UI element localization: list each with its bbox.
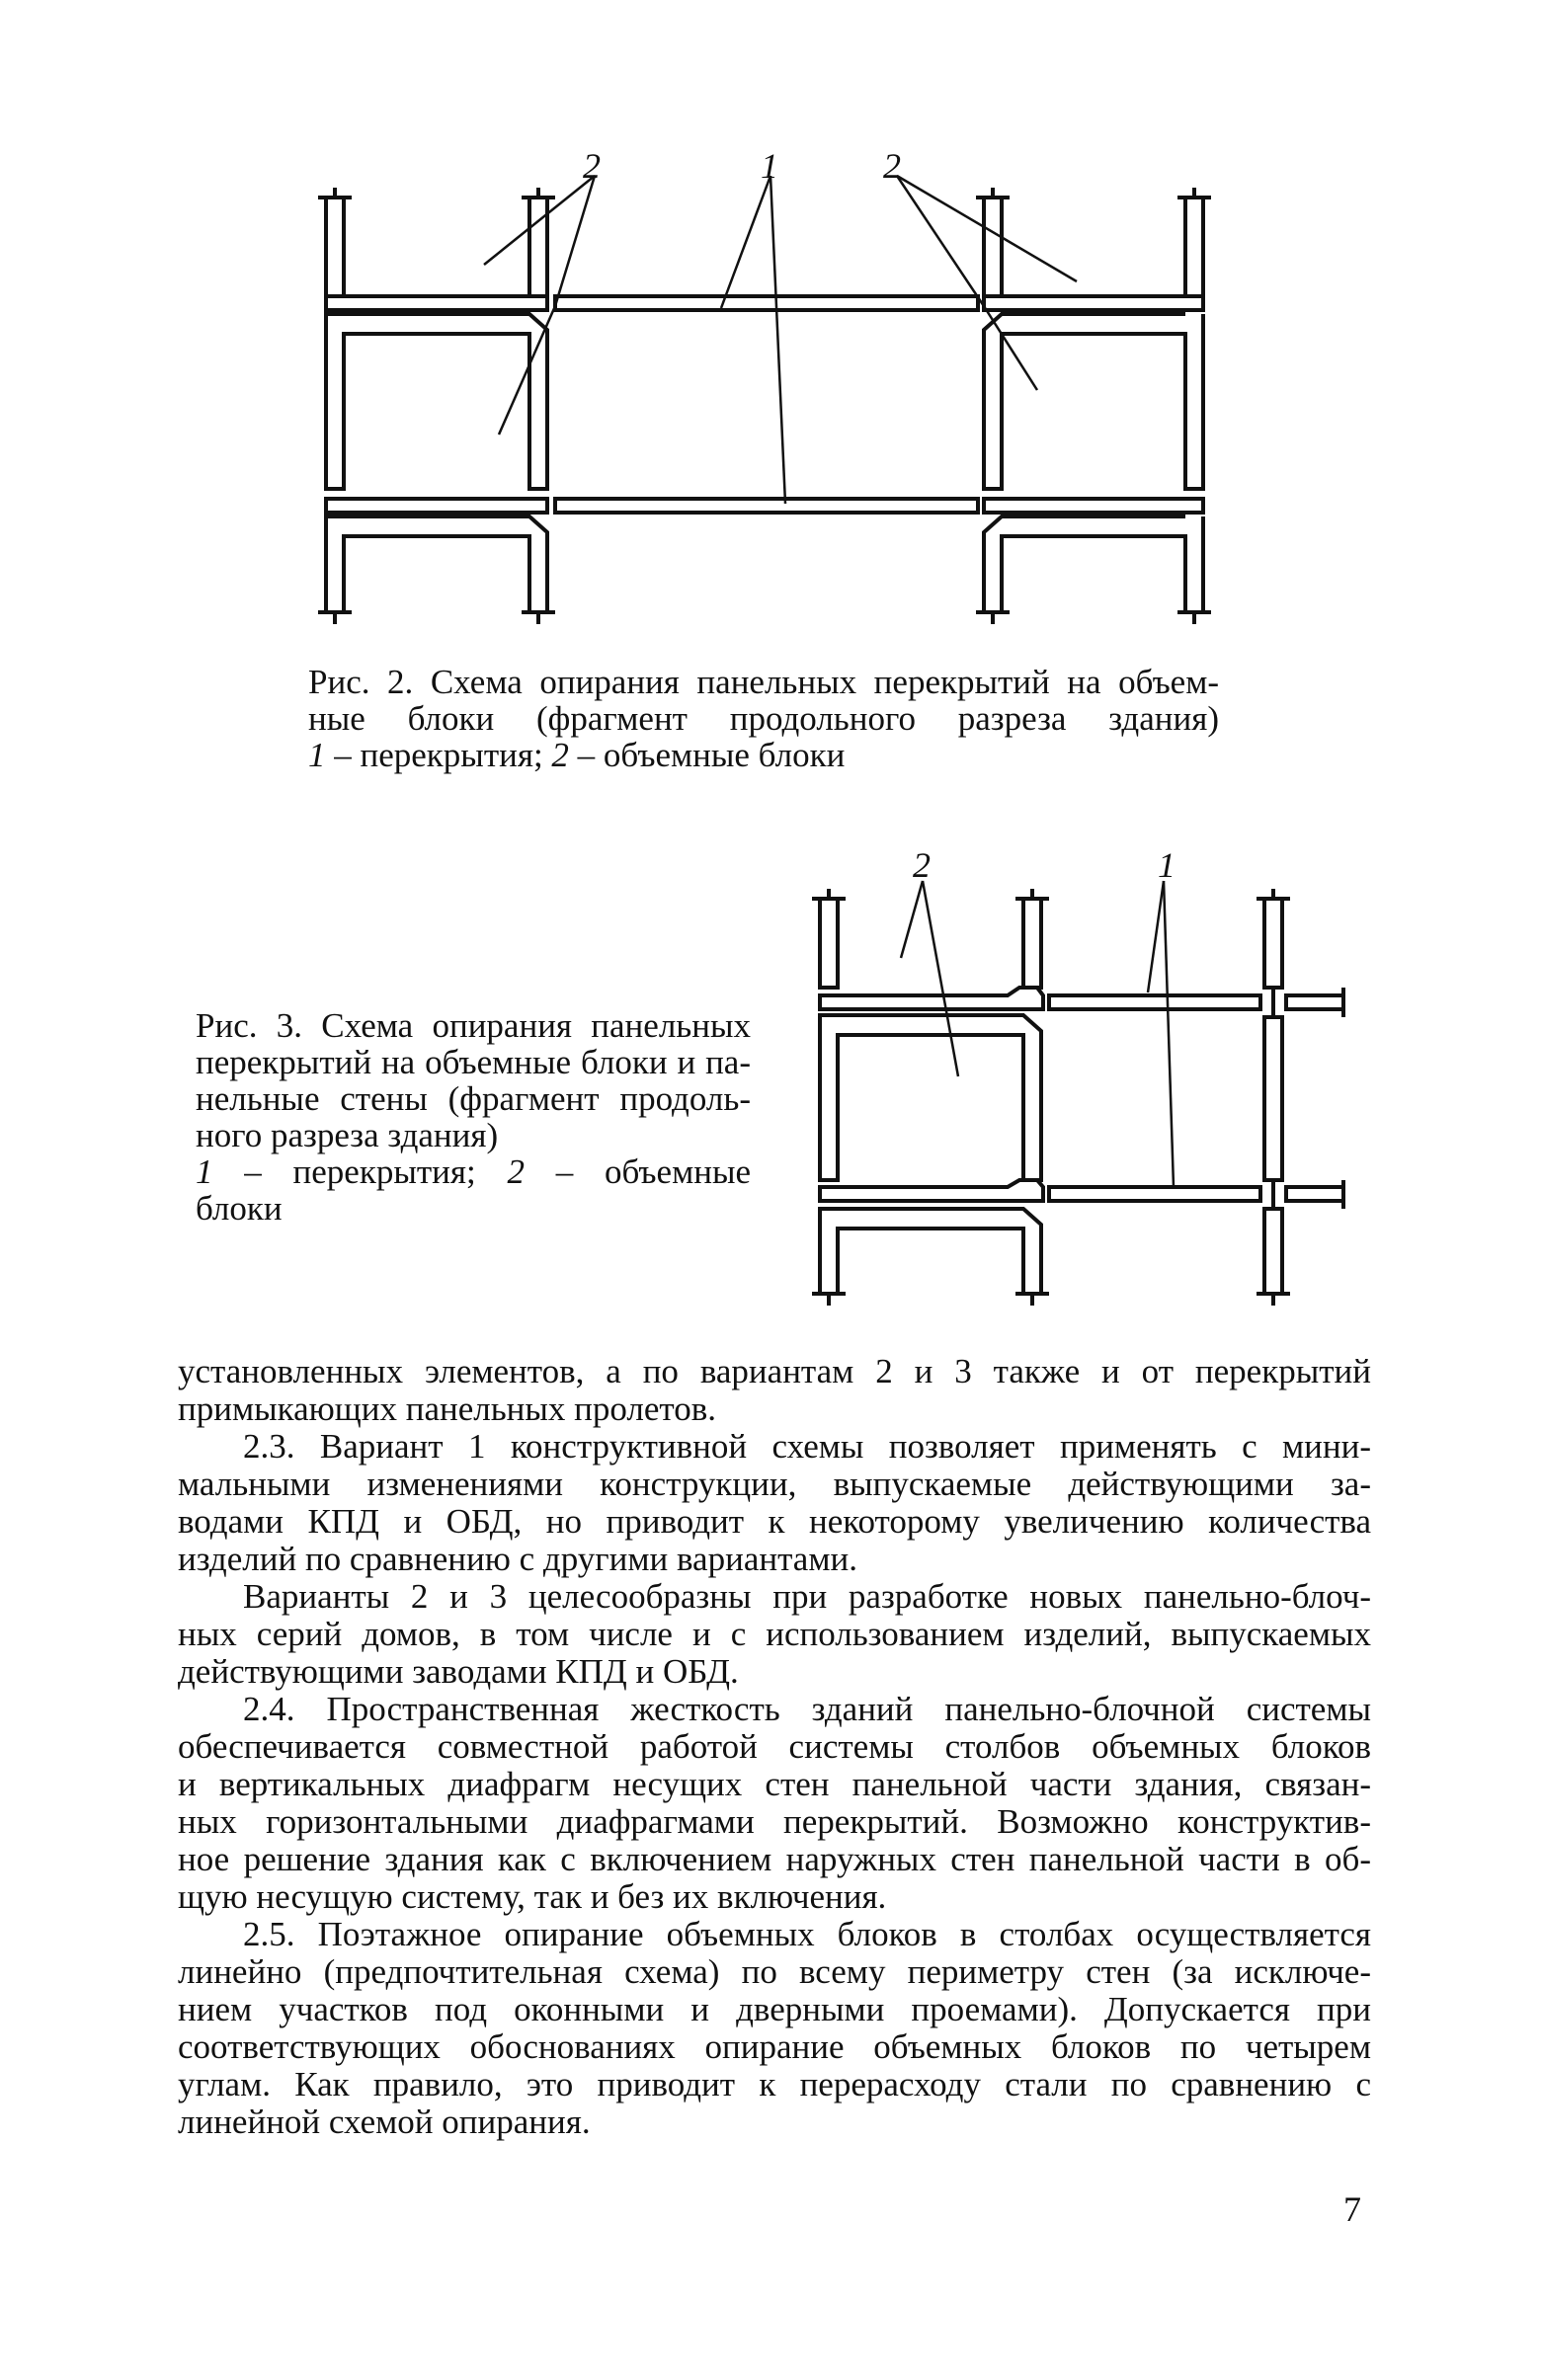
fig3-label-1: 1 (1158, 845, 1176, 885)
fig3-caption-line: нельные стены (фрагмент продоль- (196, 1079, 751, 1118)
fig2-caption-line: Рис. 2. Схема опирания панельных перекрытий на объем- (308, 663, 1219, 701)
fig3-legend-1-text: – перекрытия; (212, 1152, 508, 1191)
fig3-label-2: 2 (913, 845, 931, 885)
fig2-label-1: 1 (761, 146, 778, 186)
fig3-caption-line: блоки (196, 1189, 283, 1228)
text-line: щую несущую систему, так и без их включения. (178, 1877, 887, 1916)
text-line: соответствующих обоснованиях опирание объемных блоков по четырем (178, 2027, 1371, 2066)
fig3-caption-legend (196, 1153, 751, 1190)
fig2-label-2a: 2 (583, 146, 601, 186)
fig3-caption-line: ного разреза здания) (196, 1116, 499, 1154)
fig2-legend-1-num: 1 (308, 736, 326, 774)
text-line: и вертикальных диафрагм несущих стен панельной части здания, связан- (178, 1765, 1371, 1803)
fig3-caption-line: Рис. 3. Схема опирания панельных (196, 1006, 751, 1045)
text-line: ное решение здания как с включением наружных стен панельной части в об- (178, 1840, 1371, 1878)
paragraph-2-5 (178, 1916, 1371, 2141)
text-line: примыкающих панельных пролетов. (178, 1389, 717, 1428)
text-line: установленных элементов, а по вариантам 2 и 3 также и от перекрытий (178, 1352, 1371, 1390)
text-line: 2.4. Пространственная жесткость зданий панельно-блочной системы (243, 1690, 1371, 1728)
fig3-legend-2-num: 2 (507, 1152, 525, 1191)
fig3-legend-2-text: – объемные (524, 1152, 751, 1191)
paragraph-2-4 (178, 1691, 1371, 1916)
text-line: изделий по сравнению с другими вариантами. (178, 1540, 857, 1578)
fig2-caption-line: ные блоки (фрагмент продольного разреза здания) (308, 699, 1219, 738)
text-line: линейной схемой опирания. (178, 2102, 591, 2141)
text-line: углам. Как правило, это приводит к перерасходу стали по сравнению с (178, 2065, 1371, 2103)
text-line: действующими заводами КПД и ОБД. (178, 1652, 739, 1691)
figure-3-caption (196, 1007, 751, 1227)
fig2-legend-1-text: – перекрытия; (325, 736, 552, 774)
fig2-caption-legend (308, 737, 1219, 773)
text-line: 2.3. Вариант 1 конструктивной схемы позволяет применять с мини- (243, 1427, 1371, 1466)
text-line: водами КПД и ОБД, но приводит к некоторому увеличению количества (178, 1502, 1371, 1541)
page-number: 7 (1343, 2189, 1361, 2229)
fig2-label-2b: 2 (883, 146, 901, 186)
paragraph-2-3 (178, 1428, 1371, 1578)
text-line: Варианты 2 и 3 целесообразны при разработке новых панельно-блоч- (243, 1577, 1371, 1616)
figure-3-diagram (790, 830, 1383, 1313)
fig2-legend-2-text: – объемные блоки (568, 736, 846, 774)
paragraph-variants (178, 1578, 1371, 1691)
text-line: ных горизонтальными диафрагмами перекрытий. Возможно конструктив- (178, 1802, 1371, 1841)
figure-2-diagram (296, 138, 1245, 632)
text-line: ных серий домов, в том числе и с использованием изделий, выпускаемых (178, 1615, 1371, 1653)
text-line: нием участков под оконными и дверными проемами). Допускается при (178, 1990, 1371, 2028)
text-line: линейно (предпочтительная схема) по всему периметру стен (за исключе- (178, 1952, 1371, 1991)
fig3-legend-1-num: 1 (196, 1152, 213, 1191)
text-line: мальными изменениями конструкции, выпускаемые действующими за- (178, 1465, 1371, 1503)
fig3-caption-line: перекрытий на объемные блоки и па- (196, 1043, 751, 1081)
text-line: 2.5. Поэтажное опирание объемных блоков в столбах осуществляется (243, 1915, 1371, 1953)
paragraph-continuation (178, 1353, 1371, 1428)
text-line: обеспечивается совместной работой системы столбов объемных блоков (178, 1727, 1371, 1766)
figure-2-caption (308, 664, 1219, 773)
fig2-legend-2-num: 2 (551, 736, 569, 774)
body-text (178, 1353, 1371, 2141)
